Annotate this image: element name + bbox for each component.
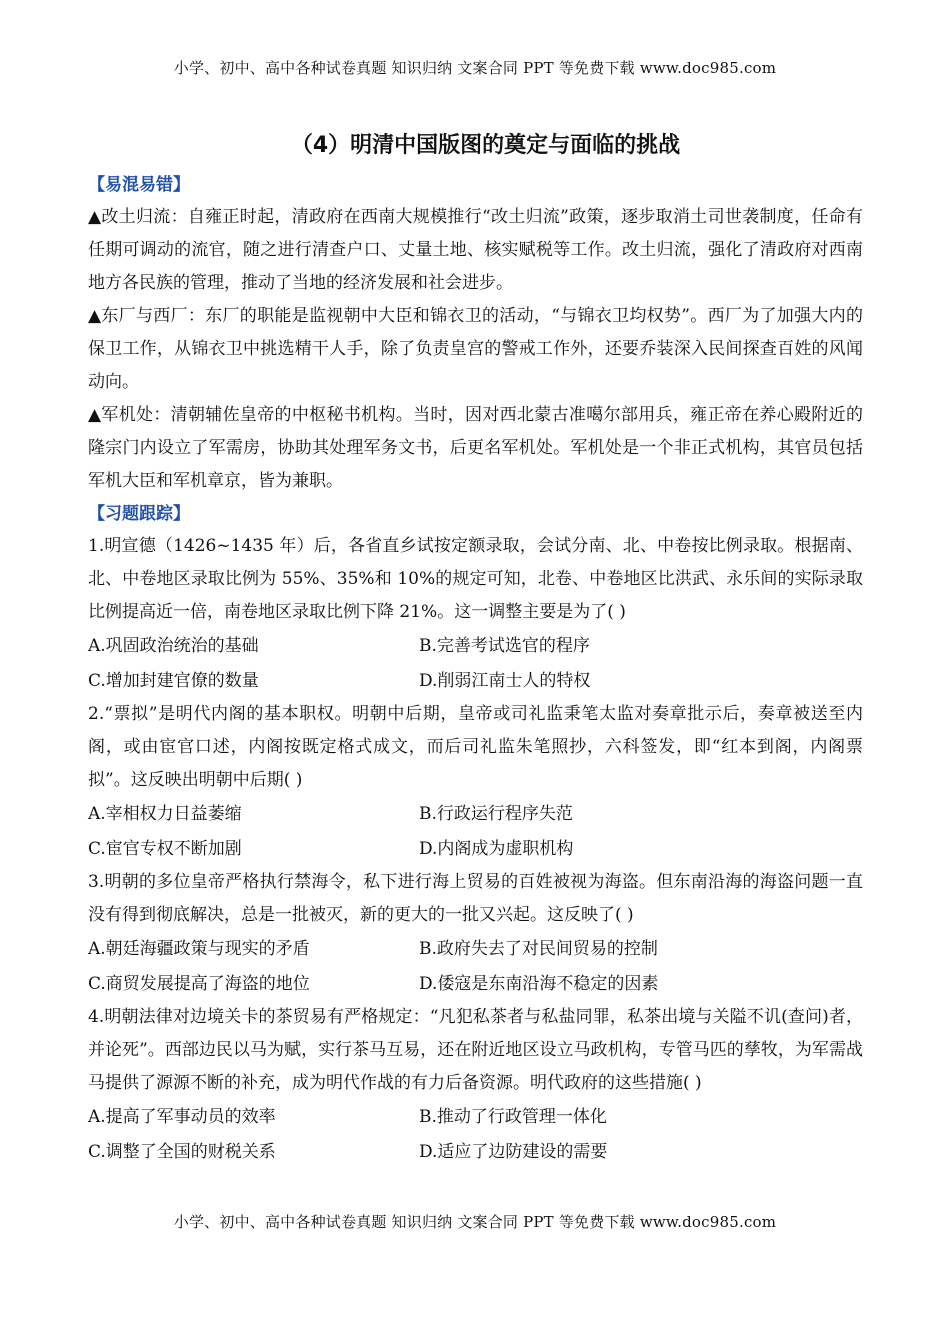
page-title: （4）明清中国版图的奠定与面临的挑战 <box>290 133 681 158</box>
page-header: 小学、初中、高中各种试卷真题 知识归纳 文案合同 PPT 等免费下载 www.doc985.com <box>173 59 777 77</box>
option-c: C.调整了全国的财税关系 <box>88 1141 276 1162</box>
section-heading-exercises: 【习题跟踪】 <box>88 504 190 524</box>
question-stem: 3.明朝的多位皇帝严格执行禁海令，私下进行海上贸易的百姓被视为海盗。但东南沿海的海盗问题一直没有得到彻底解决，总是一批被灭，新的更大的一批又兴起。这反映了( ) <box>88 872 863 925</box>
option-d: D.倭寇是东南沿海不稳定的因素 <box>419 973 659 994</box>
options-grid <box>88 932 863 1001</box>
option-b: B.行政运行程序失范 <box>419 804 573 824</box>
option-c: C.商贸发展提高了海盗的地位 <box>88 973 310 994</box>
option-d: D.削弱江南士人的特权 <box>419 670 591 691</box>
note-paragraph-gaitu: ▲改土归流：自雍正时起，清政府在西南大规模推行“改土归流”政策，逐步取消土司世袭制度，任命有任期可调动的流官，随之进行清查户口、丈量土地、核实赋税等工作。改土归流，强化了清政府对西南地方各民族的管理，推动了当地的经济发展和社会进步。 <box>88 207 863 293</box>
question-stem: 4.明朝法律对边境关卡的茶贸易有严格规定：“凡犯私茶者与私盐同罪，私茶出境与关隘不讥(查问)者，并论死”。西部边民以马为赋，实行茶马互易，还在附近地区设立马政机构，专管马匹的孳牧，为军需战马提供了源源不断的补充，成为明代作战的有力后备资源。明代政府的这些措施( ) <box>88 1007 863 1093</box>
question-stem: 2.“票拟”是明代内阁的基本职权。明朝中后期，皇帝或司礼监秉笔太监对奏章批示后，奏章被送至内阁，或由宦官口述，内阁按既定格式成文，而后司礼监朱笔照抄，六科签发，即“红本到阁，内阁票拟”。这反映出明朝中后期( ) <box>88 704 863 790</box>
option-a: A.朝廷海疆政策与现实的矛盾 <box>88 939 310 959</box>
option-a: A.巩固政治统治的基础 <box>88 636 259 656</box>
option-c: C.增加封建官僚的数量 <box>88 670 259 691</box>
option-a: A.提高了军事动员的效率 <box>88 1107 276 1127</box>
option-a: A.宰相权力日益萎缩 <box>88 804 242 824</box>
option-b: B.政府失去了对民间贸易的控制 <box>419 939 658 959</box>
question-2 <box>88 698 863 866</box>
note-paragraph-changchang: ▲东厂与西厂：东厂的职能是监视朝中大臣和锦衣卫的活动，“与锦衣卫均权势”。西厂为了加强大内的保卫工作，从锦衣卫中挑选精干人手，除了负责皇宫的警戒工作外，还要乔装深入民间探查百姓的风闻动向。 <box>88 306 863 392</box>
note-paragraph-junjichu: ▲军机处：清朝辅佐皇帝的中枢秘书机构。当时，因对西北蒙古准噶尔部用兵，雍正帝在养心殿附近的隆宗门内设立了军需房，协助其处理军务文书，后更名军机处。军机处是一个非正式机构，其官员包括军机大臣和军机章京，皆为兼职。 <box>88 405 863 491</box>
option-d: D.内阁成为虚职机构 <box>419 838 574 859</box>
options-grid <box>88 797 863 866</box>
section-heading-mistakes: 【易混易错】 <box>88 175 190 195</box>
question-stem: 1.明宣德（1426~1435 年）后，各省直乡试按定额录取，会试分南、北、中卷按比例录取。根据南、北、中卷地区录取比例为 55%、35%和 10%的规定可知，北卷、中卷地区比洪武、永乐间的实际录取比例提高近一倍，南卷地区录取比例下降 21%。这一调整主要是为了( ) <box>88 536 863 622</box>
question-1 <box>88 530 863 698</box>
question-4 <box>88 1001 863 1169</box>
document-body <box>88 128 863 1169</box>
option-c: C.宦官专权不断加剧 <box>88 838 242 859</box>
option-b: B.推动了行政管理一体化 <box>419 1107 607 1127</box>
option-d: D.适应了边防建设的需要 <box>419 1141 608 1162</box>
options-grid <box>88 629 863 698</box>
question-3 <box>88 866 863 1001</box>
page-footer: 小学、初中、高中各种试卷真题 知识归纳 文案合同 PPT 等免费下载 www.doc985.com <box>173 1213 777 1231</box>
options-grid <box>88 1100 863 1169</box>
option-b: B.完善考试选官的程序 <box>419 636 590 656</box>
